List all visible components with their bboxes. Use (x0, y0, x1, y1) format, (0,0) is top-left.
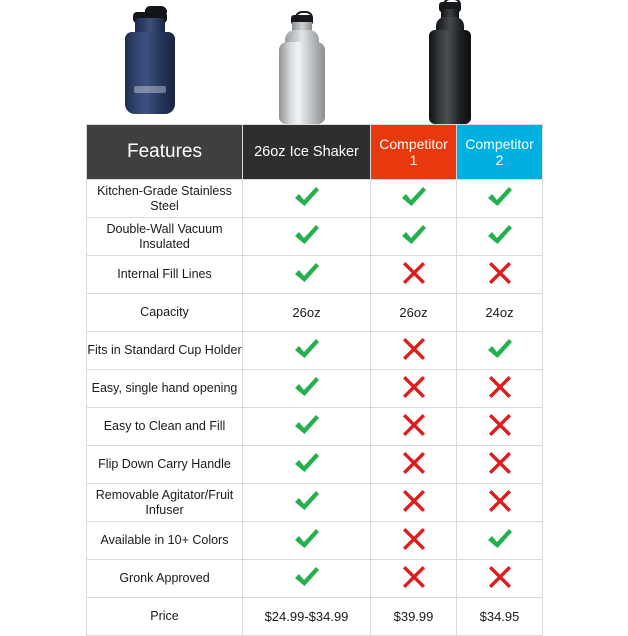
feature-label: Removable Agitator/Fruit Infuser (87, 484, 243, 522)
cell-competitor-2 (457, 446, 543, 484)
cell-ice-shaker (243, 218, 371, 256)
feature-label: Easy to Clean and Fill (87, 408, 243, 446)
cross-icon (402, 565, 426, 589)
cross-icon (488, 413, 512, 437)
cell-ice-shaker (243, 598, 371, 636)
cell-value-competitor-1: $39.99 (393, 608, 434, 624)
table-row (87, 446, 543, 484)
cell-ice-shaker (243, 408, 371, 446)
feature-label: Easy, single hand opening (87, 370, 243, 408)
column-header-competitor-1-number: 1 (409, 152, 418, 168)
cell-value-competitor-2: $34.95 (479, 608, 520, 624)
bottle-label (134, 86, 166, 93)
cell-competitor-2 (457, 598, 543, 636)
check-icon (293, 375, 321, 399)
cell-ice-shaker (243, 560, 371, 598)
cross-icon (402, 337, 426, 361)
table-header-row (87, 125, 543, 180)
check-icon (486, 223, 514, 247)
cell-value-ice-shaker: $24.99-$34.99 (264, 608, 349, 624)
cell-ice-shaker (243, 256, 371, 294)
feature-label: Gronk Approved (87, 560, 243, 598)
column-header-competitor-1 (371, 125, 457, 180)
feature-label: Fits in Standard Cup Holder (87, 332, 243, 370)
table-body (87, 180, 543, 636)
cell-ice-shaker (243, 522, 371, 560)
check-icon (293, 337, 321, 361)
cell-competitor-2 (457, 484, 543, 522)
check-icon (400, 185, 428, 209)
steel-bottle-icon (277, 12, 327, 124)
check-icon (293, 413, 321, 437)
check-icon (293, 527, 321, 551)
check-icon (293, 261, 321, 285)
product-image-ice-shaker (86, 0, 214, 124)
bottle-body (125, 32, 175, 114)
cross-icon (402, 451, 426, 475)
cell-value-competitor-1: 26oz (399, 304, 428, 320)
cell-competitor-1 (371, 522, 457, 560)
check-icon (293, 451, 321, 475)
cell-ice-shaker (243, 180, 371, 218)
feature-comparison-table (86, 124, 543, 636)
cell-competitor-1 (371, 598, 457, 636)
table-row (87, 560, 543, 598)
cell-ice-shaker (243, 370, 371, 408)
black-bottle-icon (427, 0, 473, 124)
cell-competitor-2 (457, 218, 543, 256)
check-icon (293, 565, 321, 589)
table-row (87, 180, 543, 218)
cell-ice-shaker (243, 446, 371, 484)
feature-label: Internal Fill Lines (87, 256, 243, 294)
cell-competitor-1 (371, 370, 457, 408)
check-icon (293, 223, 321, 247)
cell-competitor-1 (371, 484, 457, 522)
column-header-ice-shaker (243, 125, 371, 180)
cell-value-ice-shaker: 26oz (292, 304, 321, 320)
column-header-features-label: Features (127, 141, 202, 163)
table-row (87, 484, 543, 522)
cross-icon (402, 375, 426, 399)
cell-competitor-2 (457, 560, 543, 598)
check-icon (486, 527, 514, 551)
cell-competitor-1 (371, 408, 457, 446)
cell-ice-shaker (243, 294, 371, 332)
table-row (87, 218, 543, 256)
cell-competitor-2 (457, 332, 543, 370)
table-row (87, 408, 543, 446)
column-header-competitor-2-number: 2 (495, 152, 504, 168)
product-image-competitor-2 (386, 0, 514, 124)
table-row (87, 256, 543, 294)
product-image-competitor-1 (238, 0, 366, 124)
table-row (87, 294, 543, 332)
column-header-competitor-2 (457, 125, 543, 180)
cell-competitor-1 (371, 332, 457, 370)
cell-competitor-1 (371, 560, 457, 598)
table-row (87, 598, 543, 636)
cell-competitor-2 (457, 294, 543, 332)
bottle-body (429, 30, 471, 124)
cross-icon (402, 527, 426, 551)
feature-label: Flip Down Carry Handle (87, 446, 243, 484)
check-icon (293, 185, 321, 209)
cell-competitor-1 (371, 256, 457, 294)
cross-icon (488, 451, 512, 475)
cross-icon (488, 489, 512, 513)
cross-icon (402, 413, 426, 437)
cell-competitor-1 (371, 218, 457, 256)
cell-ice-shaker (243, 484, 371, 522)
navy-shaker-bottle-icon (121, 6, 179, 124)
table-row (87, 332, 543, 370)
cell-competitor-1 (371, 180, 457, 218)
check-icon (293, 489, 321, 513)
cross-icon (488, 375, 512, 399)
feature-label: Price (87, 598, 243, 636)
feature-label: Capacity (87, 294, 243, 332)
column-header-ice-shaker-label: 26oz Ice Shaker (254, 143, 359, 160)
cell-competitor-2 (457, 256, 543, 294)
feature-label: Available in 10+ Colors (87, 522, 243, 560)
check-icon (400, 223, 428, 247)
cell-competitor-1 (371, 446, 457, 484)
feature-label: Double-Wall Vacuum Insulated (87, 218, 243, 256)
cell-competitor-2 (457, 522, 543, 560)
cross-icon (488, 261, 512, 285)
cell-competitor-1 (371, 294, 457, 332)
bottle-body (279, 42, 325, 124)
table-row (87, 370, 543, 408)
feature-label: Kitchen-Grade Stainless Steel (87, 180, 243, 218)
cell-competitor-2 (457, 370, 543, 408)
column-header-features (87, 125, 243, 180)
cell-value-competitor-2: 24oz (485, 304, 514, 320)
cell-competitor-2 (457, 408, 543, 446)
column-header-competitor-1-label: Competitor (379, 135, 448, 152)
cell-ice-shaker (243, 332, 371, 370)
product-images-row (86, 0, 542, 124)
column-header-competitor-2-label: Competitor (465, 135, 534, 152)
table-row (87, 522, 543, 560)
cell-competitor-2 (457, 180, 543, 218)
check-icon (486, 185, 514, 209)
check-icon (486, 337, 514, 361)
cross-icon (402, 261, 426, 285)
cross-icon (488, 565, 512, 589)
cross-icon (402, 489, 426, 513)
